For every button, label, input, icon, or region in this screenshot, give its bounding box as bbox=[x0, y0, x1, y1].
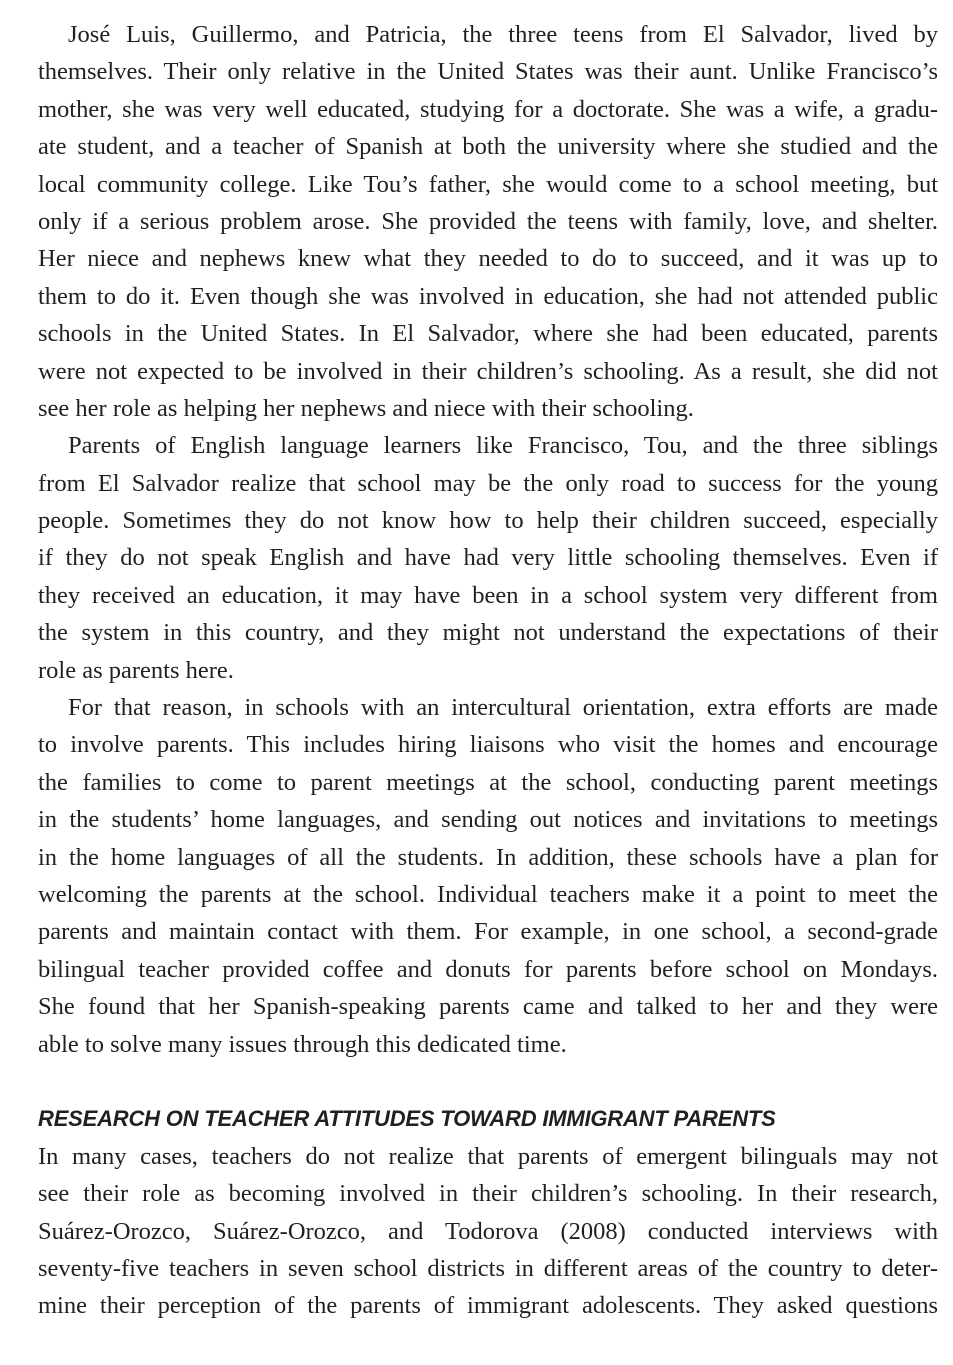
paragraph-line: themselves. Their only relative in the United States was their aunt. Unlike Francisco’s bbox=[38, 58, 938, 86]
paragraph-line: see their role as becoming involved in their children’s schooling. In their research, bbox=[38, 1180, 938, 1208]
paragraph-line: In many cases, teachers do not realize that parents of emergent bilinguals may not bbox=[38, 1142, 938, 1170]
paragraph-line: in the home languages of all the students. In addition, these schools have a plan for bbox=[38, 843, 938, 871]
paragraph-line: mine their perception of the parents of immigrant adolescents. They asked questions bbox=[38, 1292, 938, 1320]
paragraph-line: ate student, and a teacher of Spanish at both the university where she studied and the bbox=[38, 133, 938, 161]
paragraph-line: mother, she was very well educated, studying for a doctorate. She was a wife, a gradu- bbox=[38, 95, 938, 123]
paragraph-line: if they do not speak English and have had very little schooling themselves. Even if bbox=[38, 544, 938, 572]
paragraph-line: For that reason, in schools with an intercultural orientation, extra efforts are made bbox=[68, 694, 938, 722]
paragraph-line: parents and maintain contact with them. For example, in one school, a second-grade bbox=[38, 918, 938, 946]
paragraph-line: from El Salvador realize that school may be the only road to success for the young bbox=[38, 469, 938, 497]
paragraph-line: see her role as helping her nephews and niece with their schooling. bbox=[38, 394, 694, 422]
paragraph-line: seventy-five teachers in seven school districts in different areas of the country to deter- bbox=[38, 1254, 938, 1282]
paragraph-line: Suárez-Orozco, Suárez-Orozco, and Todorova (2008) conducted interviews with bbox=[38, 1217, 938, 1245]
paragraph-line: local community college. Like Tou’s father, she would come to a school meeting, but bbox=[38, 170, 938, 198]
paragraph-line: them to do it. Even though she was involved in education, she had not attended public bbox=[38, 282, 938, 310]
paragraph-line: Parents of English language learners like Francisco, Tou, and the three siblings bbox=[68, 432, 938, 460]
paragraph-line: in the students’ home languages, and sending out notices and invitations to meetings bbox=[38, 806, 938, 834]
paragraph-line: they received an education, it may have been in a school system very different from bbox=[38, 581, 938, 609]
paragraph-line: bilingual teacher provided coffee and donuts for parents before school on Mondays. bbox=[38, 955, 938, 983]
paragraph-line: able to solve many issues through this dedicated time. bbox=[38, 1030, 567, 1058]
section-spacer bbox=[38, 1063, 938, 1100]
paragraph-line: welcoming the parents at the school. Individual teachers make it a point to meet the bbox=[38, 880, 938, 908]
paragraph-line: role as parents here. bbox=[38, 656, 234, 684]
paragraph-line: José Luis, Guillermo, and Patricia, the three teens from El Salvador, lived by bbox=[68, 21, 938, 48]
paragraph-line: only if a serious problem arose. She provided the teens with family, love, and shelter. bbox=[38, 207, 938, 235]
paragraph-line: people. Sometimes they do not know how to help their children succeed, especially bbox=[38, 507, 938, 535]
paragraph-line: the families to come to parent meetings at the school, conducting parent meetings bbox=[38, 768, 938, 796]
paragraph-line: the system in this country, and they might not understand the expectations of their bbox=[38, 619, 938, 647]
paragraph-line: schools in the United States. In El Salvador, where she had been educated, parents bbox=[38, 320, 938, 348]
section-heading: RESEARCH ON TEACHER ATTITUDES TOWARD IMMIGRANT PARENTS bbox=[38, 1106, 776, 1132]
document-page bbox=[38, 16, 938, 1325]
paragraph-line: She found that her Spanish-speaking parents came and talked to her and they were bbox=[38, 993, 938, 1021]
paragraph-line: to involve parents. This includes hiring liaisons who visit the homes and encourage bbox=[38, 731, 938, 759]
paragraph-line: Her niece and nephews knew what they needed to do to succeed, and it was up to bbox=[38, 245, 938, 273]
paragraph-line: were not expected to be involved in their children’s schooling. As a result, she did not bbox=[38, 357, 938, 385]
